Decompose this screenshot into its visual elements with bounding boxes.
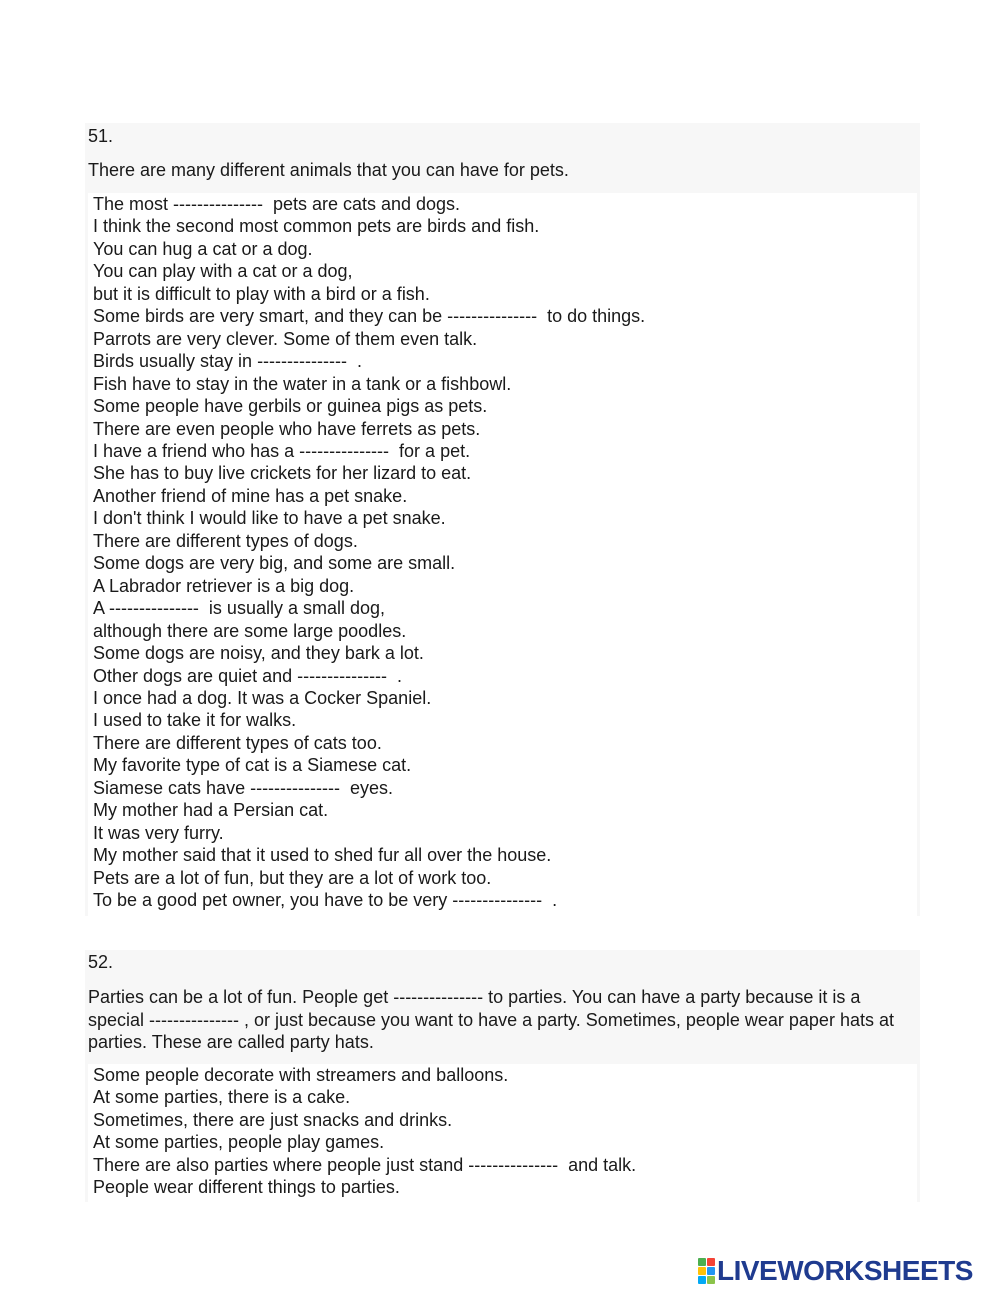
passage-line: My favorite type of cat is a Siamese cat. — [93, 755, 412, 776]
logo-text: LIVEWORKSHEETS — [717, 1255, 973, 1286]
passage-line: I think the second most common pets are birds and fish. — [93, 216, 540, 237]
passage-line: You can play with a cat or a dog, — [93, 261, 353, 282]
intro-paragraph: Parties can be a lot of fun. People get --------------- to parties. You can have a party because it is a special --------------- , or just because you want to have a party. Sometimes, people wear paper hats at parties. These are called party hats. — [88, 987, 894, 1052]
logo-tile — [698, 1267, 706, 1275]
passage-line: Birds usually stay in --------------- . — [93, 351, 362, 372]
passage-line: There are also parties where people just stand --------------- and talk. — [93, 1154, 637, 1175]
logo-tile — [707, 1267, 715, 1275]
question-number: 51. — [88, 126, 114, 146]
passage-line: I once had a dog. It was a Cocker Spaniel. — [93, 687, 432, 708]
passage-line: Siamese cats have --------------- eyes. — [93, 777, 394, 798]
passage-line: My mother said that it used to shed fur all over the house. — [93, 845, 552, 866]
passage-line: Fish have to stay in the water in a tank or a fishbowl. — [93, 373, 512, 394]
passage-lines — [88, 1064, 917, 1199]
passage-line: Some people decorate with streamers and balloons. — [93, 1065, 509, 1085]
logo-tile — [698, 1258, 706, 1266]
logo-tile — [707, 1258, 715, 1266]
passage-line: At some parties, there is a cake. — [93, 1087, 351, 1108]
exercise-51-section — [85, 123, 920, 916]
passage-line: Other dogs are quiet and --------------- . — [93, 665, 403, 686]
passage-line: There are even people who have ferrets as pets. — [93, 418, 481, 439]
passage-line: At some parties, people play games. — [93, 1132, 385, 1153]
passage-line: Some people have gerbils or guinea pigs as pets. — [93, 396, 488, 417]
passage-line: I used to take it for walks. — [93, 710, 297, 731]
passage-line: It was very furry. — [93, 822, 224, 843]
passage-line: Some dogs are very big, and some are small. — [93, 553, 456, 574]
passage-line: Another friend of mine has a pet snake. — [93, 485, 408, 506]
logo-tile — [707, 1276, 715, 1284]
passage-line: but it is difficult to play with a bird or a fish. — [93, 283, 430, 304]
passage-line: Parrots are very clever. Some of them even talk. — [93, 328, 478, 349]
passage-line: You can hug a cat or a dog. — [93, 238, 313, 259]
passage-line: Pets are a lot of fun, but they are a lot of work too. — [93, 867, 492, 888]
passage-line: A Labrador retriever is a big dog. — [93, 575, 355, 596]
passage-box — [88, 193, 917, 916]
logo-tile — [698, 1276, 706, 1284]
passage-line: There are different types of cats too. — [93, 732, 382, 753]
question-number: 52. — [88, 952, 114, 972]
passage-line: People wear different things to parties. — [93, 1177, 400, 1198]
passage-box — [88, 1064, 917, 1202]
passage-line: There are different types of dogs. — [93, 530, 358, 551]
logo-mark-icon — [698, 1258, 715, 1284]
passage-line: She has to buy live crickets for her lizard to eat. — [93, 463, 472, 484]
passage-line: The most --------------- pets are cats and dogs. — [93, 194, 461, 214]
passage-line: I don't think I would like to have a pet snake. — [93, 508, 446, 529]
passage-line: although there are some large poodles. — [93, 620, 407, 641]
passage-line: My mother had a Persian cat. — [93, 800, 329, 821]
liveworksheets-logo[interactable] — [698, 1253, 973, 1289]
passage-line: A --------------- is usually a small dog, — [93, 598, 386, 619]
passage-lines — [88, 193, 917, 912]
intro-paragraph: There are many different animals that you can have for pets. — [88, 160, 569, 180]
passage-line: To be a good pet owner, you have to be very --------------- . — [93, 890, 558, 911]
passage-line: Some dogs are noisy, and they bark a lot. — [93, 643, 424, 664]
passage-line: I have a friend who has a --------------- for a pet. — [93, 440, 471, 461]
passage-line: Some birds are very smart, and they can be --------------- to do things. — [93, 306, 646, 327]
passage-line: Sometimes, there are just snacks and drinks. — [93, 1109, 453, 1130]
exercise-52-section — [85, 950, 920, 1202]
